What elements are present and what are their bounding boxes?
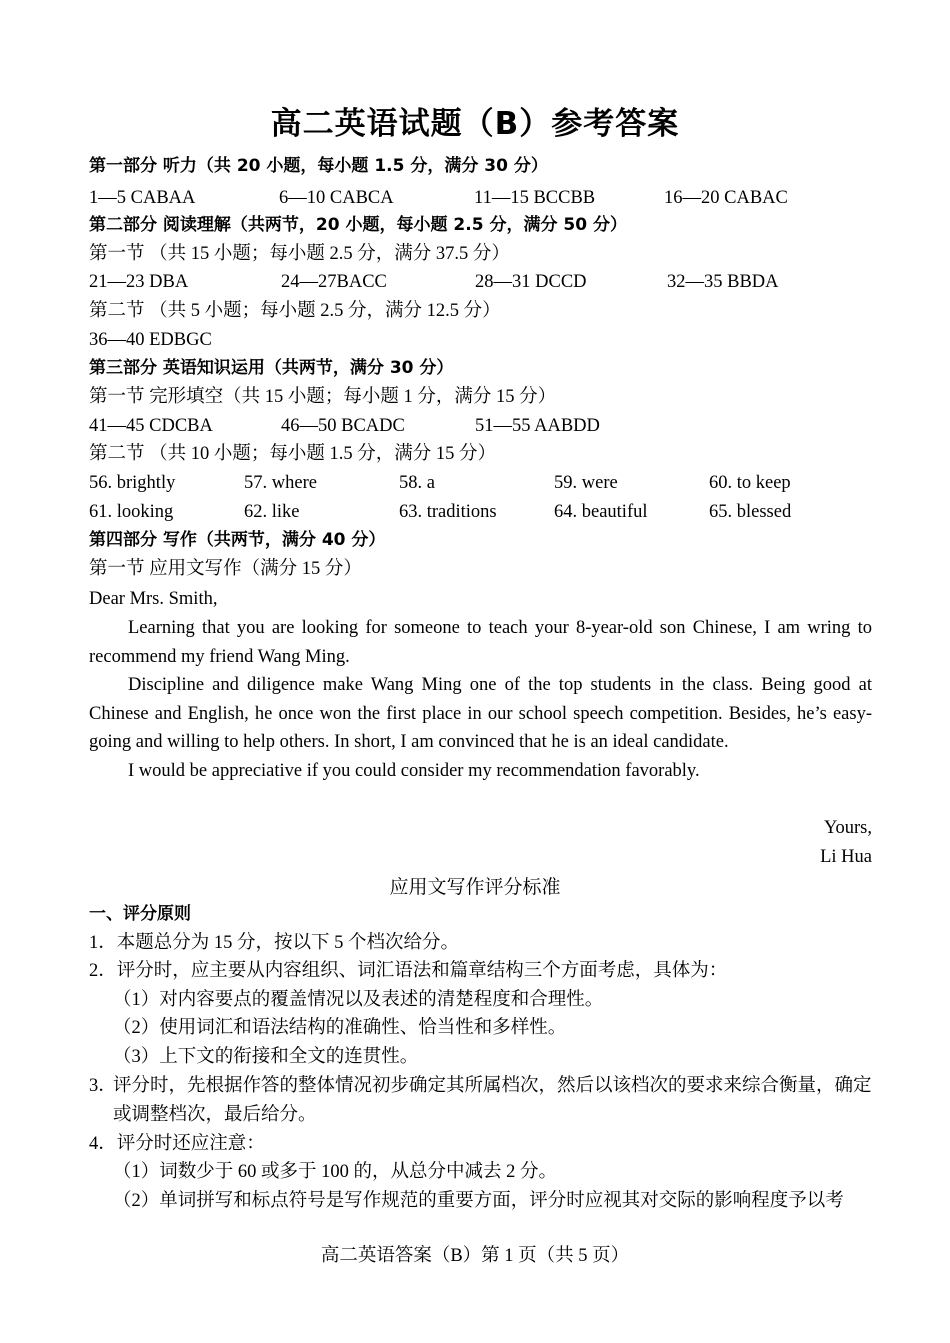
answer-item: 63. traditions — [399, 502, 497, 522]
criteria-item-2c: （3）上下文的衔接和全文的连贯性。 — [113, 1047, 419, 1067]
letter-paragraph-3: I would be appreciative if you could consider my recommendation favorably. — [128, 761, 700, 781]
part4-sec1-heading: 第一节 应用文写作（满分 15 分） — [89, 559, 362, 579]
criteria-item-2: 2．评分时，应主要从内容组织、词汇语法和篇章结构三个方面考虑，具体为： — [89, 961, 728, 981]
part3-sec2-heading: 第二节 （共 10 小题；每小题 1.5 分，满分 15 分） — [89, 444, 497, 464]
criteria-item-4: 4．评分时还应注意： — [89, 1134, 265, 1154]
answer-group: 24—27BACC — [281, 272, 387, 292]
answer-group: 6—10 CABCA — [279, 188, 394, 208]
answer-item: 57. where — [244, 473, 317, 493]
criteria-item-4b: （2）单词拼写和标点符号是写作规范的重要方面，评分时应视其对交际的影响程度予以考 — [113, 1191, 844, 1211]
criteria-section-heading: 一、评分原则 — [89, 904, 191, 924]
page-footer: 高二英语答案（B）第 1 页（共 5 页） — [320, 1246, 630, 1266]
part2-sec1-answers — [89, 268, 873, 297]
criteria-item-2a: （1）对内容要点的覆盖情况以及表述的清楚程度和合理性。 — [113, 990, 604, 1010]
part2-heading: 第二部分 阅读理解（共两节，20 小题，每小题 2.5 分，满分 50 分） — [89, 215, 627, 235]
answer-group: 21—23 DBA — [89, 272, 189, 292]
answer-group: 51—55 AABDD — [475, 416, 600, 436]
letter-closing: Yours, — [824, 818, 872, 838]
part2-sec1-heading: 第一节 （共 15 小题；每小题 2.5 分，满分 37.5 分） — [89, 244, 510, 264]
answer-group: 28—31 DCCD — [475, 272, 587, 292]
answer-item: 58. a — [399, 473, 435, 493]
letter-paragraph-1: Learning that you are looking for someone to teach your 8-year-old son Chinese, I am wring to recommend my friend Wang Ming. — [89, 618, 872, 667]
answer-item: 64. beautiful — [554, 502, 648, 522]
answer-item: 56. brightly — [89, 473, 176, 493]
criteria-title: 应用文写作评分标准 — [389, 876, 561, 898]
answer-group: 11—15 BCCBB — [474, 188, 596, 208]
letter-paragraph-2: Discipline and diligence make Wang Ming one of the top students in the class. Being good at Chinese and English, he once won the first place in our school speech competition. Besides, he’s easy-going and willing to help others. In short, I am convinced that he is an ideal candidate. — [89, 675, 872, 753]
part3-sec2-row1 — [89, 469, 873, 498]
criteria-item-3 — [89, 1072, 873, 1129]
answer-item: 61. looking — [89, 502, 174, 522]
part3-sec1-answers — [89, 412, 873, 441]
answer-item: 60. to keep — [709, 473, 791, 493]
answer-group: 16—20 CABAC — [664, 188, 788, 208]
part3-sec1-heading: 第一节 完形填空（共 15 小题；每小题 1 分，满分 15 分） — [89, 387, 557, 407]
item-text: 评分时，先根据作答的整体情况初步确定其所属档次，然后以该档次的要求来综合衡量，确定或调整档次，最后给分。 — [113, 1076, 872, 1125]
criteria-item-1: 1．本题总分为 15 分，按以下 5 个档次给分。 — [89, 933, 460, 953]
part2-sec2-heading: 第二节 （共 5 小题；每小题 2.5 分，满分 12.5 分） — [89, 301, 501, 321]
part3-sec2-row2 — [89, 498, 873, 527]
answer-group: 36—40 EDBGC — [89, 330, 212, 350]
answer-group: 32—35 BBDA — [667, 272, 779, 292]
criteria-item-4a: （1）词数少于 60 或多于 100 的，从总分中减去 2 分。 — [113, 1162, 558, 1182]
answer-item: 59. were — [554, 473, 618, 493]
criteria-item-2b: （2）使用词汇和语法结构的准确性、恰当性和多样性。 — [113, 1018, 567, 1038]
page-title: 高二英语试题（B）参考答案 — [270, 106, 680, 142]
letter-salutation: Dear Mrs. Smith, — [89, 589, 218, 609]
answer-group: 1—5 CABAA — [89, 188, 196, 208]
item-number: 3． — [89, 1076, 117, 1096]
answer-group: 46—50 BCADC — [281, 416, 405, 436]
part3-heading: 第三部分 英语知识运用（共两节，满分 30 分） — [89, 358, 454, 378]
answer-item: 62. like — [244, 502, 300, 522]
part1-heading: 第一部分 听力（共 20 小题，每小题 1.5 分，满分 30 分） — [89, 156, 548, 176]
answer-item: 65. blessed — [709, 502, 792, 522]
letter-signature: Li Hua — [820, 847, 872, 867]
answer-group: 41—45 CDCBA — [89, 416, 213, 436]
part4-heading: 第四部分 写作（共两节，满分 40 分） — [89, 530, 386, 550]
part1-answers — [89, 184, 873, 213]
